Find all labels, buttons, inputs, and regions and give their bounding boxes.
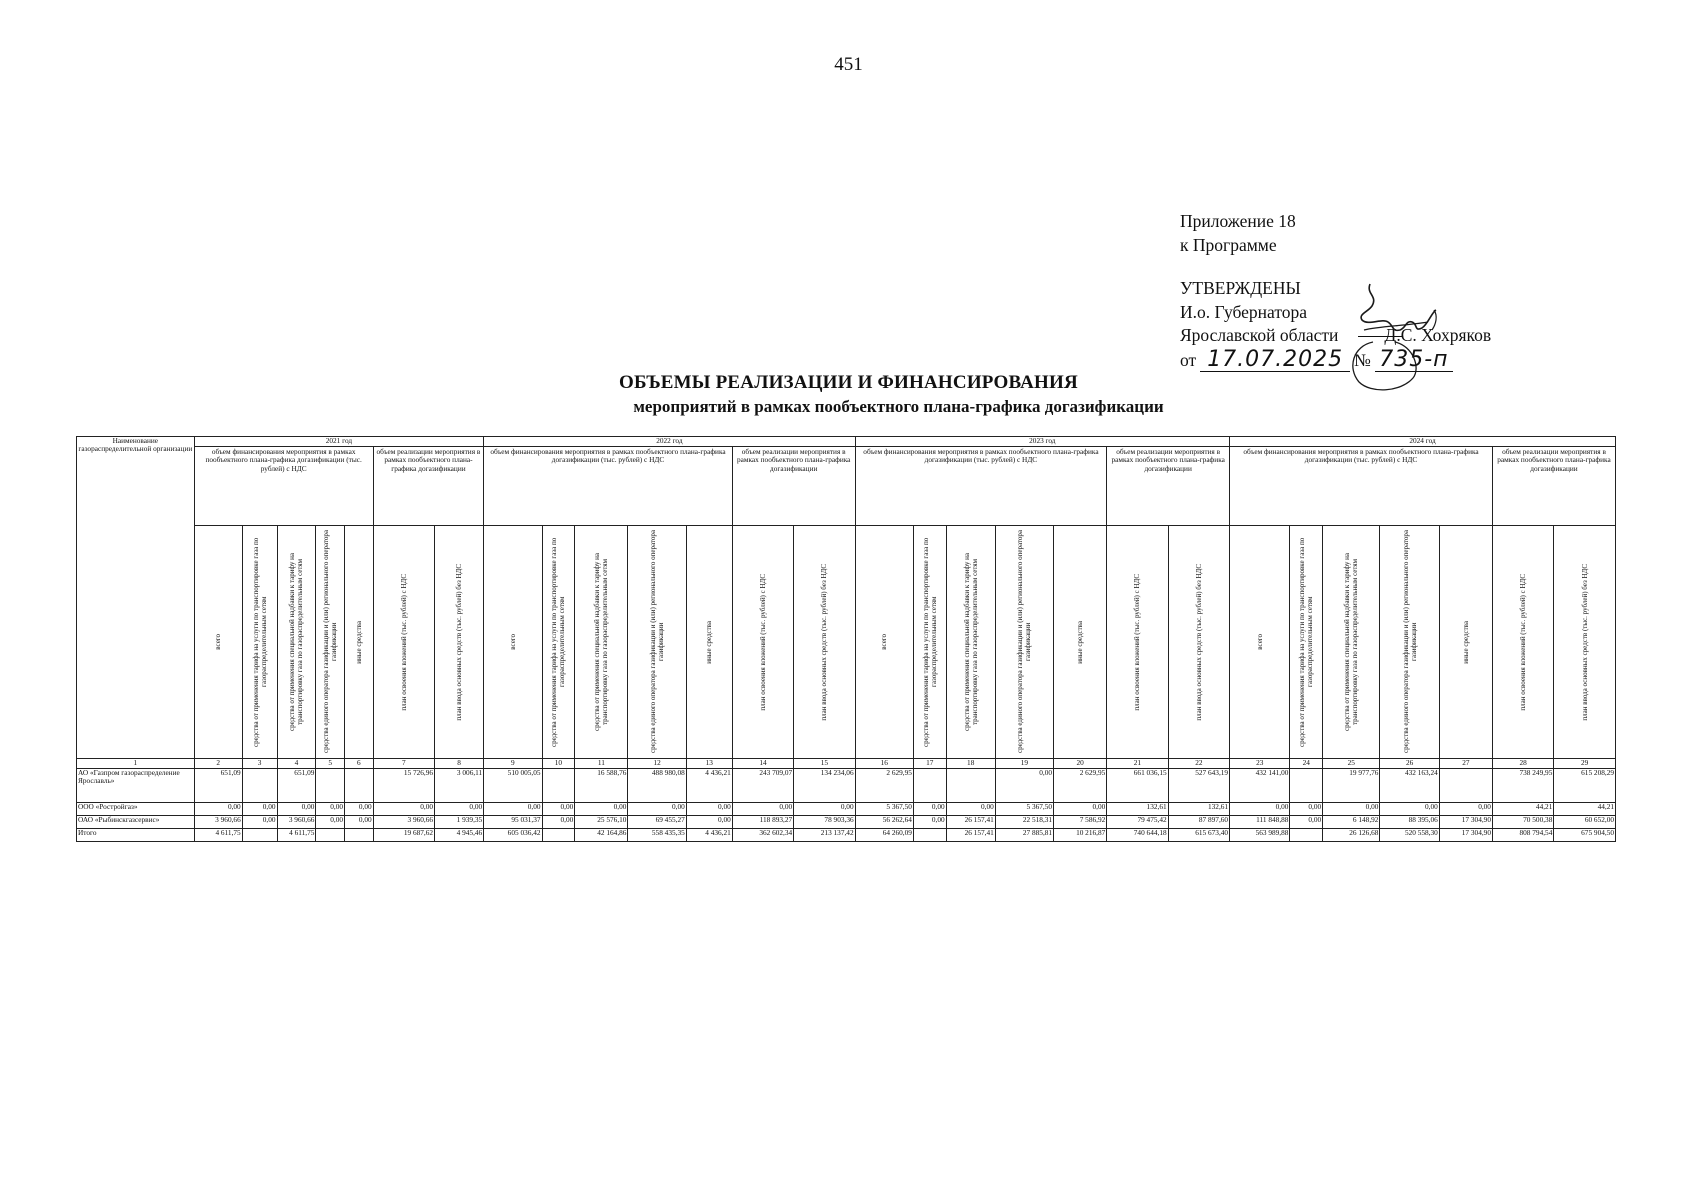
table-row bbox=[77, 803, 1616, 816]
column-header bbox=[855, 526, 913, 759]
value-cell: 87 897,60 bbox=[1168, 816, 1229, 829]
column-number: 28 bbox=[1492, 759, 1553, 769]
column-number: 13 bbox=[686, 759, 732, 769]
value-cell: 0,00 bbox=[484, 803, 542, 816]
column-header-text: план освоения вложений (тыс. рублей) с НДС bbox=[399, 573, 408, 711]
column-number: 21 bbox=[1107, 759, 1168, 769]
column-number: 18 bbox=[946, 759, 995, 769]
column-number: 16 bbox=[855, 759, 913, 769]
appendix-label: Приложение 18 bbox=[1180, 211, 1296, 231]
column-header-text: средства от применения тарифа на услуги по транспортировке газа по газораспределительным сетям bbox=[550, 537, 567, 747]
column-header-text: план ввода основных средств (тыс. рублей) без НДС bbox=[1194, 563, 1203, 721]
value-cell: 0,00 bbox=[1323, 803, 1380, 816]
value-cell: 0,00 bbox=[686, 803, 732, 816]
document-title-block bbox=[0, 372, 1697, 417]
value-cell: 26 126,68 bbox=[1323, 829, 1380, 842]
column-header bbox=[277, 526, 316, 759]
value-cell: 0,00 bbox=[316, 816, 345, 829]
value-cell: 808 794,54 bbox=[1492, 829, 1553, 842]
value-cell: 558 435,35 bbox=[628, 829, 686, 842]
value-cell bbox=[242, 829, 277, 842]
value-cell: 132,61 bbox=[1168, 803, 1229, 816]
value-cell: 0,00 bbox=[1290, 803, 1323, 816]
column-number: 3 bbox=[242, 759, 277, 769]
value-cell: 44,21 bbox=[1492, 803, 1553, 816]
column-header-text: всего bbox=[880, 634, 889, 650]
column-header-text: план ввода основных средств (тыс. рублей) без НДС bbox=[1580, 563, 1589, 721]
column-header-text: всего bbox=[508, 634, 517, 650]
column-header-text: средства от применения тарифа на услуги по транспортировке газа по газораспределительным сетям bbox=[251, 537, 268, 747]
value-cell: 26 157,41 bbox=[946, 829, 995, 842]
value-cell: 69 455,27 bbox=[628, 816, 686, 829]
column-header-text: средства единого оператора газификации и (или) регионального оператора газификации bbox=[1016, 530, 1033, 754]
value-cell: 118 893,27 bbox=[732, 816, 793, 829]
value-cell: 651,09 bbox=[277, 769, 316, 803]
column-number: 10 bbox=[542, 759, 575, 769]
value-cell: 3 960,66 bbox=[373, 816, 434, 829]
column-header bbox=[345, 526, 374, 759]
value-cell: 605 036,42 bbox=[484, 829, 542, 842]
value-cell bbox=[345, 769, 374, 803]
value-cell: 60 652,00 bbox=[1554, 816, 1616, 829]
value-cell bbox=[242, 769, 277, 803]
column-header bbox=[946, 526, 995, 759]
value-cell: 132,61 bbox=[1107, 803, 1168, 816]
column-header-text: средства от применения тарифа на услуги по транспортировке газа по газораспределительным сетям bbox=[1298, 537, 1315, 747]
column-number: 6 bbox=[345, 759, 374, 769]
value-cell: 2 629,95 bbox=[855, 769, 913, 803]
value-cell: 0,00 bbox=[435, 803, 484, 816]
column-number: 24 bbox=[1290, 759, 1323, 769]
page-number: 451 bbox=[834, 54, 863, 75]
column-header bbox=[995, 526, 1053, 759]
org-name-cell: ООО «Ростройгаз» bbox=[77, 803, 195, 816]
value-cell: 661 036,15 bbox=[1107, 769, 1168, 803]
value-cell: 0,00 bbox=[1439, 803, 1492, 816]
value-cell: 78 903,36 bbox=[794, 816, 855, 829]
approval-block bbox=[1180, 210, 1640, 372]
column-number: 11 bbox=[575, 759, 628, 769]
value-cell: 362 602,34 bbox=[732, 829, 793, 842]
value-cell: 0,00 bbox=[345, 816, 374, 829]
value-cell: 0,00 bbox=[794, 803, 855, 816]
value-cell: 4 945,46 bbox=[435, 829, 484, 842]
value-cell: 88 395,06 bbox=[1380, 816, 1439, 829]
column-header bbox=[628, 526, 686, 759]
column-header bbox=[1492, 526, 1553, 759]
column-number: 25 bbox=[1323, 759, 1380, 769]
value-cell: 44,21 bbox=[1554, 803, 1616, 816]
value-cell bbox=[946, 769, 995, 803]
column-number: 22 bbox=[1168, 759, 1229, 769]
value-cell: 243 709,07 bbox=[732, 769, 793, 803]
value-cell: 510 005,05 bbox=[484, 769, 542, 803]
column-number: 1 bbox=[77, 759, 195, 769]
value-cell: 15 726,96 bbox=[373, 769, 434, 803]
table-row bbox=[77, 816, 1616, 829]
group-header-financing: объем финансирования мероприятия в рамках пообъектного плана-графика догазификации (тыс. рублей) с НДС bbox=[855, 447, 1107, 526]
value-cell: 488 980,08 bbox=[628, 769, 686, 803]
column-header-text: иные средства bbox=[1461, 620, 1470, 664]
column-header bbox=[194, 526, 242, 759]
value-cell: 0,00 bbox=[345, 803, 374, 816]
value-cell: 0,00 bbox=[628, 803, 686, 816]
column-header-text: средства от применения тарифа на услуги по транспортировке газа по газораспределительным сетям bbox=[921, 537, 938, 747]
value-cell: 213 137,42 bbox=[794, 829, 855, 842]
table-row bbox=[77, 829, 1616, 842]
column-header bbox=[686, 526, 732, 759]
value-cell: 64 260,09 bbox=[855, 829, 913, 842]
column-number: 20 bbox=[1054, 759, 1107, 769]
column-header-text: план освоения вложений (тыс. рублей) с НДС bbox=[758, 573, 767, 711]
org-name-cell: Итого bbox=[77, 829, 195, 842]
column-header bbox=[1290, 526, 1323, 759]
value-cell bbox=[542, 769, 575, 803]
document-subtitle: мероприятий в рамках пообъектного плана-графика догазификации bbox=[633, 397, 1164, 416]
column-header bbox=[484, 526, 542, 759]
group-header-volume: объем реализации мероприятия в рамках пообъектного плана-графика догазификации bbox=[732, 447, 855, 526]
value-cell: 3 960,66 bbox=[194, 816, 242, 829]
column-number: 27 bbox=[1439, 759, 1492, 769]
column-header-text: средства от применения специальной надбавки к тарифу на транспортировку газа по газораспределительным сетям bbox=[1343, 553, 1360, 731]
value-cell: 615 673,40 bbox=[1168, 829, 1229, 842]
document-title: ОБЪЕМЫ РЕАЛИЗАЦИИ И ФИНАНСИРОВАНИЯ bbox=[619, 372, 1078, 393]
value-cell: 0,00 bbox=[194, 803, 242, 816]
value-cell: 25 576,10 bbox=[575, 816, 628, 829]
group-header-volume: объем реализации мероприятия в рамках пообъектного плана-графика догазификации bbox=[1492, 447, 1615, 526]
column-header bbox=[1380, 526, 1439, 759]
column-header bbox=[1439, 526, 1492, 759]
year-header: 2024 год bbox=[1230, 437, 1616, 447]
value-cell: 6 148,92 bbox=[1323, 816, 1380, 829]
value-cell bbox=[316, 829, 345, 842]
column-number: 19 bbox=[995, 759, 1053, 769]
column-header-text: средства от применения специальной надбавки к тарифу на транспортировку газа по газораспределительным сетям bbox=[962, 553, 979, 731]
column-header bbox=[1323, 526, 1380, 759]
column-header bbox=[242, 526, 277, 759]
value-cell: 4 436,21 bbox=[686, 829, 732, 842]
column-number: 23 bbox=[1230, 759, 1290, 769]
signer-name: Д.С. Хохряков bbox=[1384, 325, 1492, 345]
financing-table bbox=[76, 436, 1616, 842]
program-label: к Программе bbox=[1180, 234, 1277, 255]
value-cell: 0,00 bbox=[913, 803, 946, 816]
value-cell: 615 208,29 bbox=[1554, 769, 1616, 803]
column-number: 8 bbox=[435, 759, 484, 769]
group-header-volume: объем реализации мероприятия в рамках пообъектного плана-графика догазификации bbox=[1107, 447, 1230, 526]
column-header bbox=[1168, 526, 1229, 759]
column-header-text: иные средства bbox=[705, 620, 714, 664]
column-number: 5 bbox=[316, 759, 345, 769]
order-date: 17.07.2025 bbox=[1200, 348, 1350, 373]
order-number: 735-п bbox=[1375, 348, 1453, 373]
value-cell: 56 262,64 bbox=[855, 816, 913, 829]
column-header bbox=[542, 526, 575, 759]
column-number: 26 bbox=[1380, 759, 1439, 769]
column-header bbox=[316, 526, 345, 759]
value-cell: 432 141,00 bbox=[1230, 769, 1290, 803]
column-header bbox=[732, 526, 793, 759]
column-header-text: средства от применения специальной надбавки к тарифу на транспортировку газа по газораспределительным сетям bbox=[593, 553, 610, 731]
value-cell: 19 687,62 bbox=[373, 829, 434, 842]
column-number: 4 bbox=[277, 759, 316, 769]
value-cell: 95 031,37 bbox=[484, 816, 542, 829]
value-cell: 2 629,95 bbox=[1054, 769, 1107, 803]
column-header bbox=[913, 526, 946, 759]
value-cell: 17 304,90 bbox=[1439, 829, 1492, 842]
column-header bbox=[1230, 526, 1290, 759]
value-cell: 651,09 bbox=[194, 769, 242, 803]
value-cell: 79 475,42 bbox=[1107, 816, 1168, 829]
value-cell: 0,00 bbox=[1380, 803, 1439, 816]
value-cell: 0,00 bbox=[686, 816, 732, 829]
group-header-volume: объем реализации мероприятия в рамках пообъектного плана-графика догазификации bbox=[373, 447, 484, 526]
column-header-text: средства от применения специальной надбавки к тарифу на транспортировку газа по газораспределительным сетям bbox=[288, 553, 305, 731]
value-cell: 3 006,11 bbox=[435, 769, 484, 803]
value-cell: 0,00 bbox=[542, 803, 575, 816]
column-header-text: иные средства bbox=[1076, 620, 1085, 664]
order-line bbox=[1180, 348, 1640, 373]
value-cell: 70 500,38 bbox=[1492, 816, 1553, 829]
group-header-financing: объем финансирования мероприятия в рамках пообъектного плана-графика догазификации (тыс. рублей) с НДС bbox=[1230, 447, 1493, 526]
value-cell bbox=[913, 769, 946, 803]
org-name-cell: ОАО «Рыбинскгазсервис» bbox=[77, 816, 195, 829]
position-line-1: И.о. Губернатора bbox=[1180, 301, 1308, 322]
value-cell: 42 164,86 bbox=[575, 829, 628, 842]
value-cell: 675 904,50 bbox=[1554, 829, 1616, 842]
year-header: 2022 год bbox=[484, 437, 855, 447]
value-cell: 5 367,50 bbox=[995, 803, 1053, 816]
value-cell: 27 885,81 bbox=[995, 829, 1053, 842]
value-cell: 22 518,31 bbox=[995, 816, 1053, 829]
value-cell: 10 216,87 bbox=[1054, 829, 1107, 842]
value-cell: 0,00 bbox=[316, 803, 345, 816]
value-cell: 0,00 bbox=[913, 816, 946, 829]
value-cell bbox=[1439, 769, 1492, 803]
group-header-financing: объем финансирования мероприятия в рамках пообъектного плана-графика догазификации (тыс. рублей) с НДС bbox=[484, 447, 733, 526]
column-header-text: план освоения вложений (тыс. рублей) с НДС bbox=[1133, 573, 1142, 711]
column-number: 15 bbox=[794, 759, 855, 769]
value-cell: 520 558,30 bbox=[1380, 829, 1439, 842]
value-cell: 0,00 bbox=[242, 803, 277, 816]
value-cell: 0,00 bbox=[995, 769, 1053, 803]
value-cell: 563 989,88 bbox=[1230, 829, 1290, 842]
value-cell: 3 960,66 bbox=[277, 816, 316, 829]
value-cell: 19 977,76 bbox=[1323, 769, 1380, 803]
value-cell bbox=[1290, 769, 1323, 803]
value-cell: 527 643,19 bbox=[1168, 769, 1229, 803]
column-header-text: иные средства bbox=[354, 620, 363, 664]
value-cell: 0,00 bbox=[1230, 803, 1290, 816]
org-header: Наименование газораспределительной организации bbox=[77, 437, 195, 759]
column-number: 17 bbox=[913, 759, 946, 769]
approved-label: УТВЕРЖДЕНЫ bbox=[1180, 278, 1301, 298]
value-cell: 7 586,92 bbox=[1054, 816, 1107, 829]
value-cell bbox=[1290, 829, 1323, 842]
value-cell: 0,00 bbox=[1290, 816, 1323, 829]
value-cell bbox=[316, 769, 345, 803]
column-number: 9 bbox=[484, 759, 542, 769]
column-header bbox=[1554, 526, 1616, 759]
column-header-text: средства единого оператора газификации и (или) регионального оператора газификации bbox=[649, 530, 666, 754]
column-number: 2 bbox=[194, 759, 242, 769]
position-line-2-text: Ярославской области bbox=[1180, 325, 1339, 345]
value-cell: 5 367,50 bbox=[855, 803, 913, 816]
column-number: 7 bbox=[373, 759, 434, 769]
value-cell: 111 848,88 bbox=[1230, 816, 1290, 829]
value-cell: 0,00 bbox=[373, 803, 434, 816]
group-header-financing: объем финансирования мероприятия в рамках пообъектного плана-графика догазификации (тыс. рублей) с НДС bbox=[194, 447, 373, 526]
value-cell: 738 249,95 bbox=[1492, 769, 1553, 803]
value-cell: 4 611,75 bbox=[194, 829, 242, 842]
column-header bbox=[373, 526, 434, 759]
value-cell bbox=[542, 829, 575, 842]
value-cell bbox=[345, 829, 374, 842]
value-cell: 0,00 bbox=[732, 803, 793, 816]
table-row bbox=[77, 769, 1616, 803]
value-cell: 432 163,24 bbox=[1380, 769, 1439, 803]
order-prefix: от bbox=[1180, 349, 1197, 370]
column-header-text: план освоения вложений (тыс. рублей) с НДС bbox=[1519, 573, 1528, 711]
column-number: 29 bbox=[1554, 759, 1616, 769]
value-cell: 16 588,76 bbox=[575, 769, 628, 803]
column-header-text: средства единого оператора газификации и (или) регионального оператора газификации bbox=[322, 530, 339, 754]
value-cell: 0,00 bbox=[542, 816, 575, 829]
column-header-text: всего bbox=[214, 634, 223, 650]
column-header bbox=[1107, 526, 1168, 759]
org-name-cell: АО «Газпром газораспределение Ярославль» bbox=[77, 769, 195, 803]
year-header: 2023 год bbox=[855, 437, 1229, 447]
column-header-text: средства единого оператора газификации и (или) регионального оператора газификации bbox=[1401, 530, 1418, 754]
column-header bbox=[575, 526, 628, 759]
column-number: 14 bbox=[732, 759, 793, 769]
year-header: 2021 год bbox=[194, 437, 484, 447]
value-cell: 134 234,06 bbox=[794, 769, 855, 803]
value-cell: 26 157,41 bbox=[946, 816, 995, 829]
value-cell: 4 436,21 bbox=[686, 769, 732, 803]
column-header-text: всего bbox=[1255, 634, 1264, 650]
value-cell: 0,00 bbox=[277, 803, 316, 816]
order-number-label: № bbox=[1354, 349, 1371, 370]
value-cell: 4 611,75 bbox=[277, 829, 316, 842]
value-cell: 0,00 bbox=[1054, 803, 1107, 816]
value-cell: 1 939,35 bbox=[435, 816, 484, 829]
column-header bbox=[435, 526, 484, 759]
value-cell: 740 644,18 bbox=[1107, 829, 1168, 842]
column-header-text: план ввода основных средств (тыс. рублей) без НДС bbox=[455, 563, 464, 721]
value-cell: 17 304,90 bbox=[1439, 816, 1492, 829]
value-cell bbox=[913, 829, 946, 842]
column-header-text: план ввода основных средств (тыс. рублей) без НДС bbox=[820, 563, 829, 721]
value-cell: 0,00 bbox=[946, 803, 995, 816]
value-cell: 0,00 bbox=[575, 803, 628, 816]
column-header bbox=[1054, 526, 1107, 759]
column-number: 12 bbox=[628, 759, 686, 769]
column-header bbox=[794, 526, 855, 759]
value-cell: 0,00 bbox=[242, 816, 277, 829]
